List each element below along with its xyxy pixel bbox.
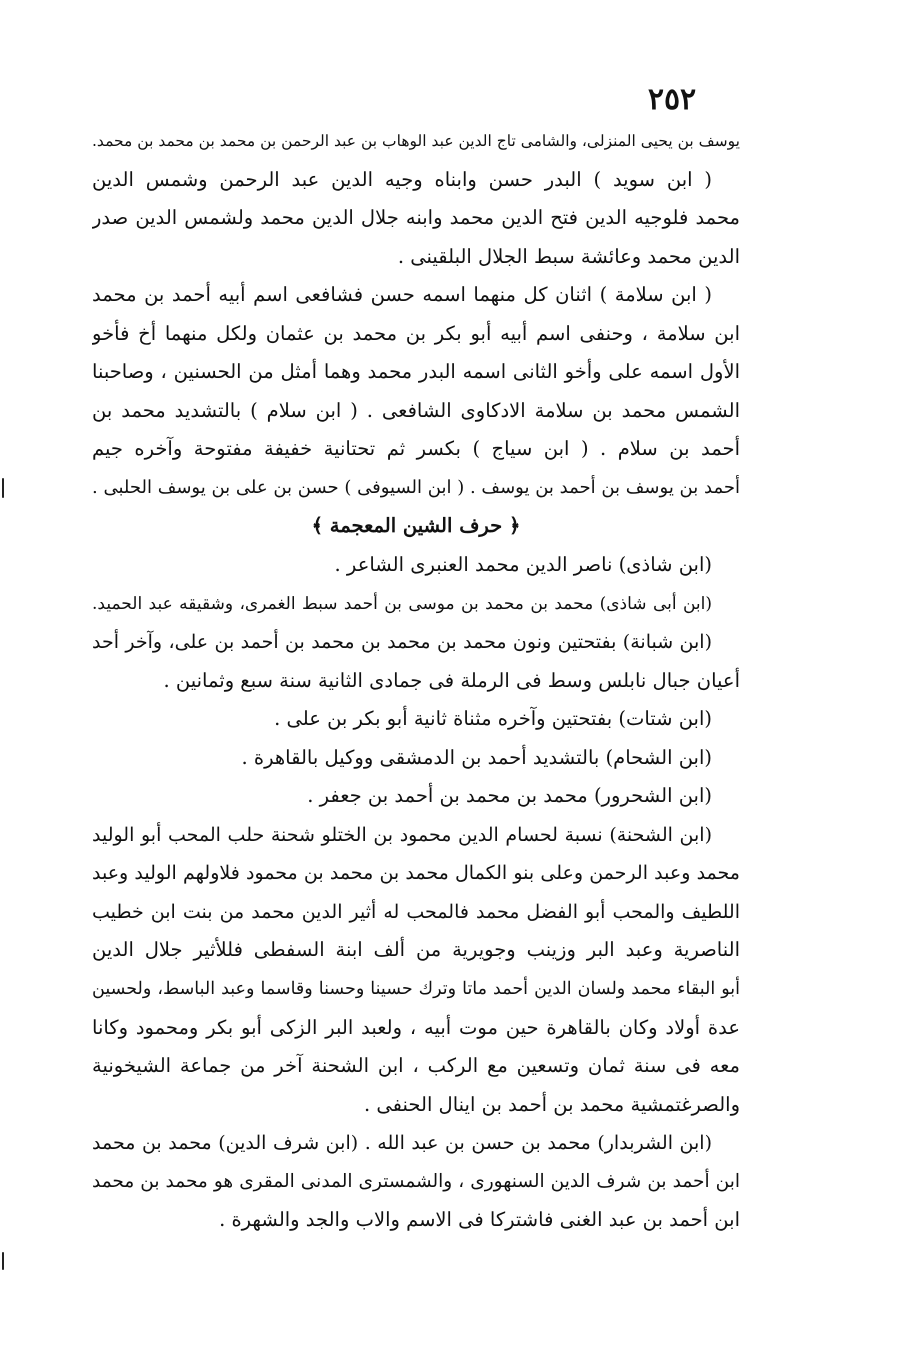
text-line-29: ابن أحمد بن عبد الغنى فاشتركا فى الاسم والاب والجد والشهرة .: [219, 1208, 740, 1232]
text-line-22: الناصرية وعبد البر وزينب وجويرية من ألف ابنة السفطى فللأثير جلال الدين: [92, 938, 740, 962]
text-line-20: محمد وعبد الرحمن وعلى بنو الكمال محمد بن محمد بن محمود فلاولهم الوليد وعبد: [92, 862, 740, 885]
text-line-24: عدة أولاد وكان بالقاهرة حين موت أبيه ، ولعبد البر الزكى أبو بكر ومحمود وكانا: [92, 1015, 740, 1039]
text-line-18: (ابن الشحرور) محمد بن محمد بن أحمد بن جعفر .: [307, 784, 712, 808]
text-line-17: (ابن الشحام) بالتشديد أحمد بن الدمشقى ووكيل بالقاهرة .: [241, 745, 712, 769]
text-line-3: محمد فلوجيه الدين فتح الدين محمد وابنه جلال الدين محمد ولشمس الدين صدر: [92, 206, 740, 230]
text-line-7: الأول اسمه على وأخو الثانى اسمه البدر محمد وهما أمثل من الحسنين ، وصاحبنا: [92, 360, 740, 384]
text-line-14: (ابن شبانة) بفتحتين ونون محمد بن محمد بن محمد بن أحمد بن على، وآخر أحد: [92, 631, 712, 654]
page-body: [92, 122, 740, 1240]
text-line-19: (ابن الشحنة) نسبة لحسام الدين محمود بن الختلو شحنة حلب المحب أبو الوليد: [92, 823, 712, 846]
text-line-23: أبو البقاء محمد ولسان الدين أحمد ماتا وترك حسينا وحسنا وقاسما وعبد الباسط، ولحسين: [92, 979, 740, 1000]
text-line-6: ابن سلامة ، وحنفى اسم أبيه أبو بكر بن محمد بن عثمان ولكل منهما أخ فأخو: [92, 321, 740, 345]
text-line-8: الشمس محمد بن سلامة الادكاوى الشافعى . ( ابن سلام ) بالتشديد محمد بن: [92, 398, 740, 422]
scan-edge-mark: [2, 478, 4, 498]
text-line-4: الدين محمد وعائشة سبط الجلال البلقينى .: [397, 244, 740, 268]
text-line-15: أعيان جبال نابلس وسط فى الرملة فى جمادى الثانية سنة سبع وثمانين .: [163, 668, 740, 692]
text-line-12: (ابن شاذى) ناصر الدين محمد العنبرى الشاعر .: [334, 553, 712, 577]
text-line-25: معه فى سنة ثمان وتسعين مع الركب ، ابن الشحنة آخر من جماعة الشيخونية: [92, 1054, 740, 1078]
text-line-1: يوسف بن يحيى المنزلى، والشامى تاج الدين عبد الوهاب بن عبد الرحمن بن محمد بن محمد بن محمد.: [92, 132, 740, 150]
text-line-28: ابن أحمد بن شرف الدين السنهورى ، والشمسترى المدنى المقرى هو محمد بن محمد: [92, 1170, 740, 1192]
text-line-9: أحمد بن سلام . ( ابن سياج ) بكسر ثم تحتانية خفيفة مفتوحة وآخره جيم: [92, 437, 740, 461]
text-line-27: (ابن الشربدار) محمد بن حسن بن عبد الله . (ابن شرف الدين) محمد بن محمد: [92, 1132, 712, 1155]
text-line-26: والصرغتمشية محمد بن أحمد بن اينال الحنفى .: [364, 1092, 740, 1116]
text-line-16: (ابن شتات) بفتحتين وآخره مثناة ثانية أبو بكر بن على .: [274, 707, 712, 731]
text-line-13: (ابن أبى شاذى) محمد بن محمد بن موسى بن أحمد سبط الغمرى، وشقيقه عبد الحميد.: [92, 593, 712, 614]
scan-edge-mark: [2, 1252, 4, 1270]
text-line-21: اللطيف والمحب أبو الفضل محمد فالمحب له أثير الدين محمد من بنت ابن خطيب: [92, 900, 740, 923]
text-line-2: ( ابن سويد ) البدر حسن وابناه وجيه الدين عبد الرحمن وشمس الدين: [92, 167, 712, 191]
section-heading: ﴿ حرف الشين المعجمة ﴾: [311, 514, 521, 538]
page-number: ٢٥٢: [647, 82, 697, 117]
text-line-10: أحمد بن يوسف بن أحمد بن يوسف . ( ابن السيوفى ) حسن بن على بن يوسف الحلبى .: [92, 476, 740, 498]
text-line-5: ( ابن سلامة ) اثنان كل منهما اسمه حسن فشافعى اسم أبيه أحمد بن محمد: [92, 283, 712, 307]
